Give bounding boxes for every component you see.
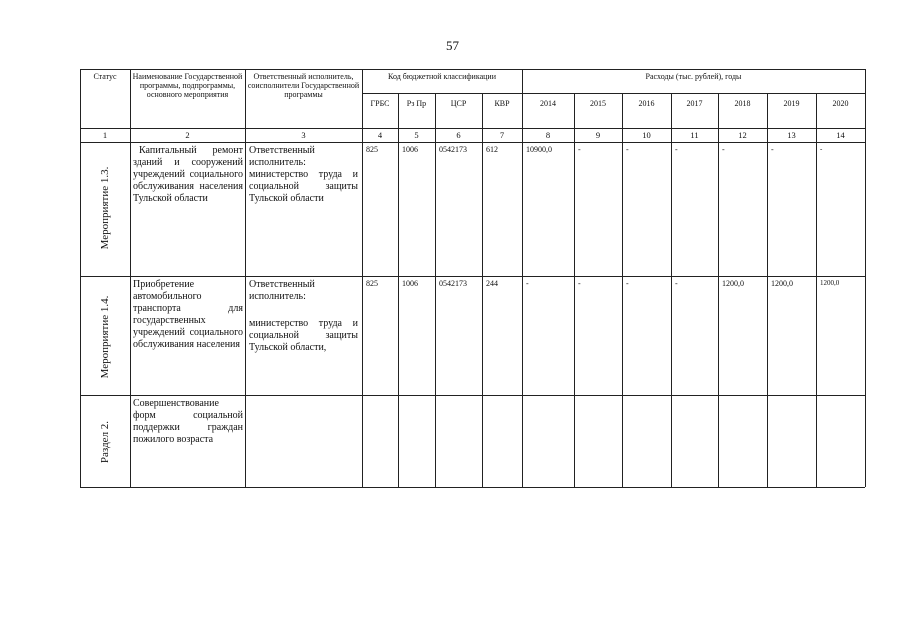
cell-rzpr: 1006 (402, 145, 418, 154)
cell-kvr: 612 (486, 145, 498, 154)
header-year: 2014 (540, 99, 556, 108)
grid-line (80, 142, 865, 143)
column-number: 12 (738, 130, 747, 140)
cell-year-value: - (820, 145, 823, 153)
cell-year-value (718, 398, 767, 410)
cell-year-value: 1200,0 (771, 279, 793, 288)
cell-csr (435, 398, 482, 410)
cell-year-value: 1200,0 (820, 279, 840, 287)
cell-year-value: - (526, 279, 529, 288)
grid-line (80, 395, 865, 396)
header-year: 2019 (783, 99, 800, 108)
cell-year-value: - (675, 145, 678, 154)
header-csr: ЦСР (450, 99, 467, 108)
column-number: 11 (690, 130, 699, 140)
cell-csr: 0542173 (439, 279, 467, 288)
cell-year-value: - (626, 145, 629, 154)
header-expenses: Расходы (тыс. рублей), годы (645, 72, 742, 81)
column-number: 8 (545, 130, 551, 140)
header-name: Наименование Государственной программы, подпрограммы, основного мероприятия (132, 72, 243, 99)
header-year: 2017 (686, 99, 703, 108)
column-number: 2 (185, 130, 190, 140)
header-kvr: КВР (494, 99, 510, 108)
cell-kvr (482, 398, 522, 410)
column-number: 4 (377, 130, 383, 140)
column-number: 1 (102, 130, 108, 140)
column-number: 10 (642, 130, 651, 140)
page-number: 57 (446, 38, 459, 53)
row-responsible-1: Ответственный исполнитель: (249, 279, 315, 302)
cell-kvr: 244 (486, 279, 498, 288)
column-number: 9 (595, 130, 601, 140)
grid-line (80, 276, 865, 277)
column-number: 3 (301, 130, 306, 140)
cell-year-value: - (771, 145, 774, 154)
cell-year-value (622, 398, 671, 410)
column-number: 14 (836, 130, 845, 140)
cell-year-value: - (675, 279, 678, 288)
grid-line (362, 93, 865, 94)
header-status: Статус (93, 72, 117, 81)
cell-year-value: - (722, 145, 725, 154)
cell-rzpr (398, 398, 435, 410)
column-number: 6 (456, 130, 461, 140)
row-name: Приобретение автомобильного транспорта для государственных учреждений социального обслуживания населения (133, 279, 243, 350)
cell-year-value: - (626, 279, 629, 288)
row-name: Совершенствование форм социальной поддержки граждан пожилого возраста (133, 398, 243, 445)
cell-year-value (574, 398, 622, 410)
row-status: Мероприятие 1.3. (99, 166, 111, 250)
header-year: 2015 (590, 99, 606, 108)
row-status: Раздел 2. (99, 420, 111, 464)
column-number: 13 (787, 130, 796, 140)
grid-line (865, 69, 866, 487)
grid-line (80, 487, 865, 488)
cell-grbs: 825 (366, 279, 378, 288)
row-name: Капитальный ремонт зданий и сооружений учреждений социального обслуживания населения Тульской области (133, 145, 243, 204)
cell-year-value (816, 398, 865, 410)
column-number: 5 (414, 130, 419, 140)
header-year: 2018 (734, 99, 751, 108)
header-year: 2016 (638, 99, 655, 108)
header-year: 2020 (832, 99, 849, 108)
row-status: Мероприятие 1.4. (99, 295, 111, 379)
header-responsible: Ответственный исполнитель, соисполнители Государственной программы (247, 72, 360, 99)
header-budget-code: Код бюджетной классификации (388, 72, 496, 81)
cell-year-value: - (578, 145, 581, 154)
cell-rzpr: 1006 (402, 279, 418, 288)
row-responsible-2: министерство труда и социальной защиты Тульской области, (249, 318, 358, 353)
header-grbs: ГРБС (370, 99, 390, 108)
cell-grbs: 825 (366, 145, 378, 154)
cell-grbs (362, 398, 398, 410)
cell-year-value (522, 398, 574, 410)
cell-year-value: 1200,0 (722, 279, 744, 288)
header-rzpr: Рз Пр (406, 99, 427, 108)
row-responsible: Ответственный исполнитель: министерство труда и социальной защиты Тульской области (249, 145, 358, 204)
cell-year-value (767, 398, 816, 410)
column-number: 7 (499, 130, 505, 140)
cell-year-value (671, 398, 718, 410)
cell-year-value: 10900,0 (526, 145, 552, 154)
cell-csr: 0542173 (439, 145, 467, 154)
cell-year-value: - (578, 279, 581, 288)
